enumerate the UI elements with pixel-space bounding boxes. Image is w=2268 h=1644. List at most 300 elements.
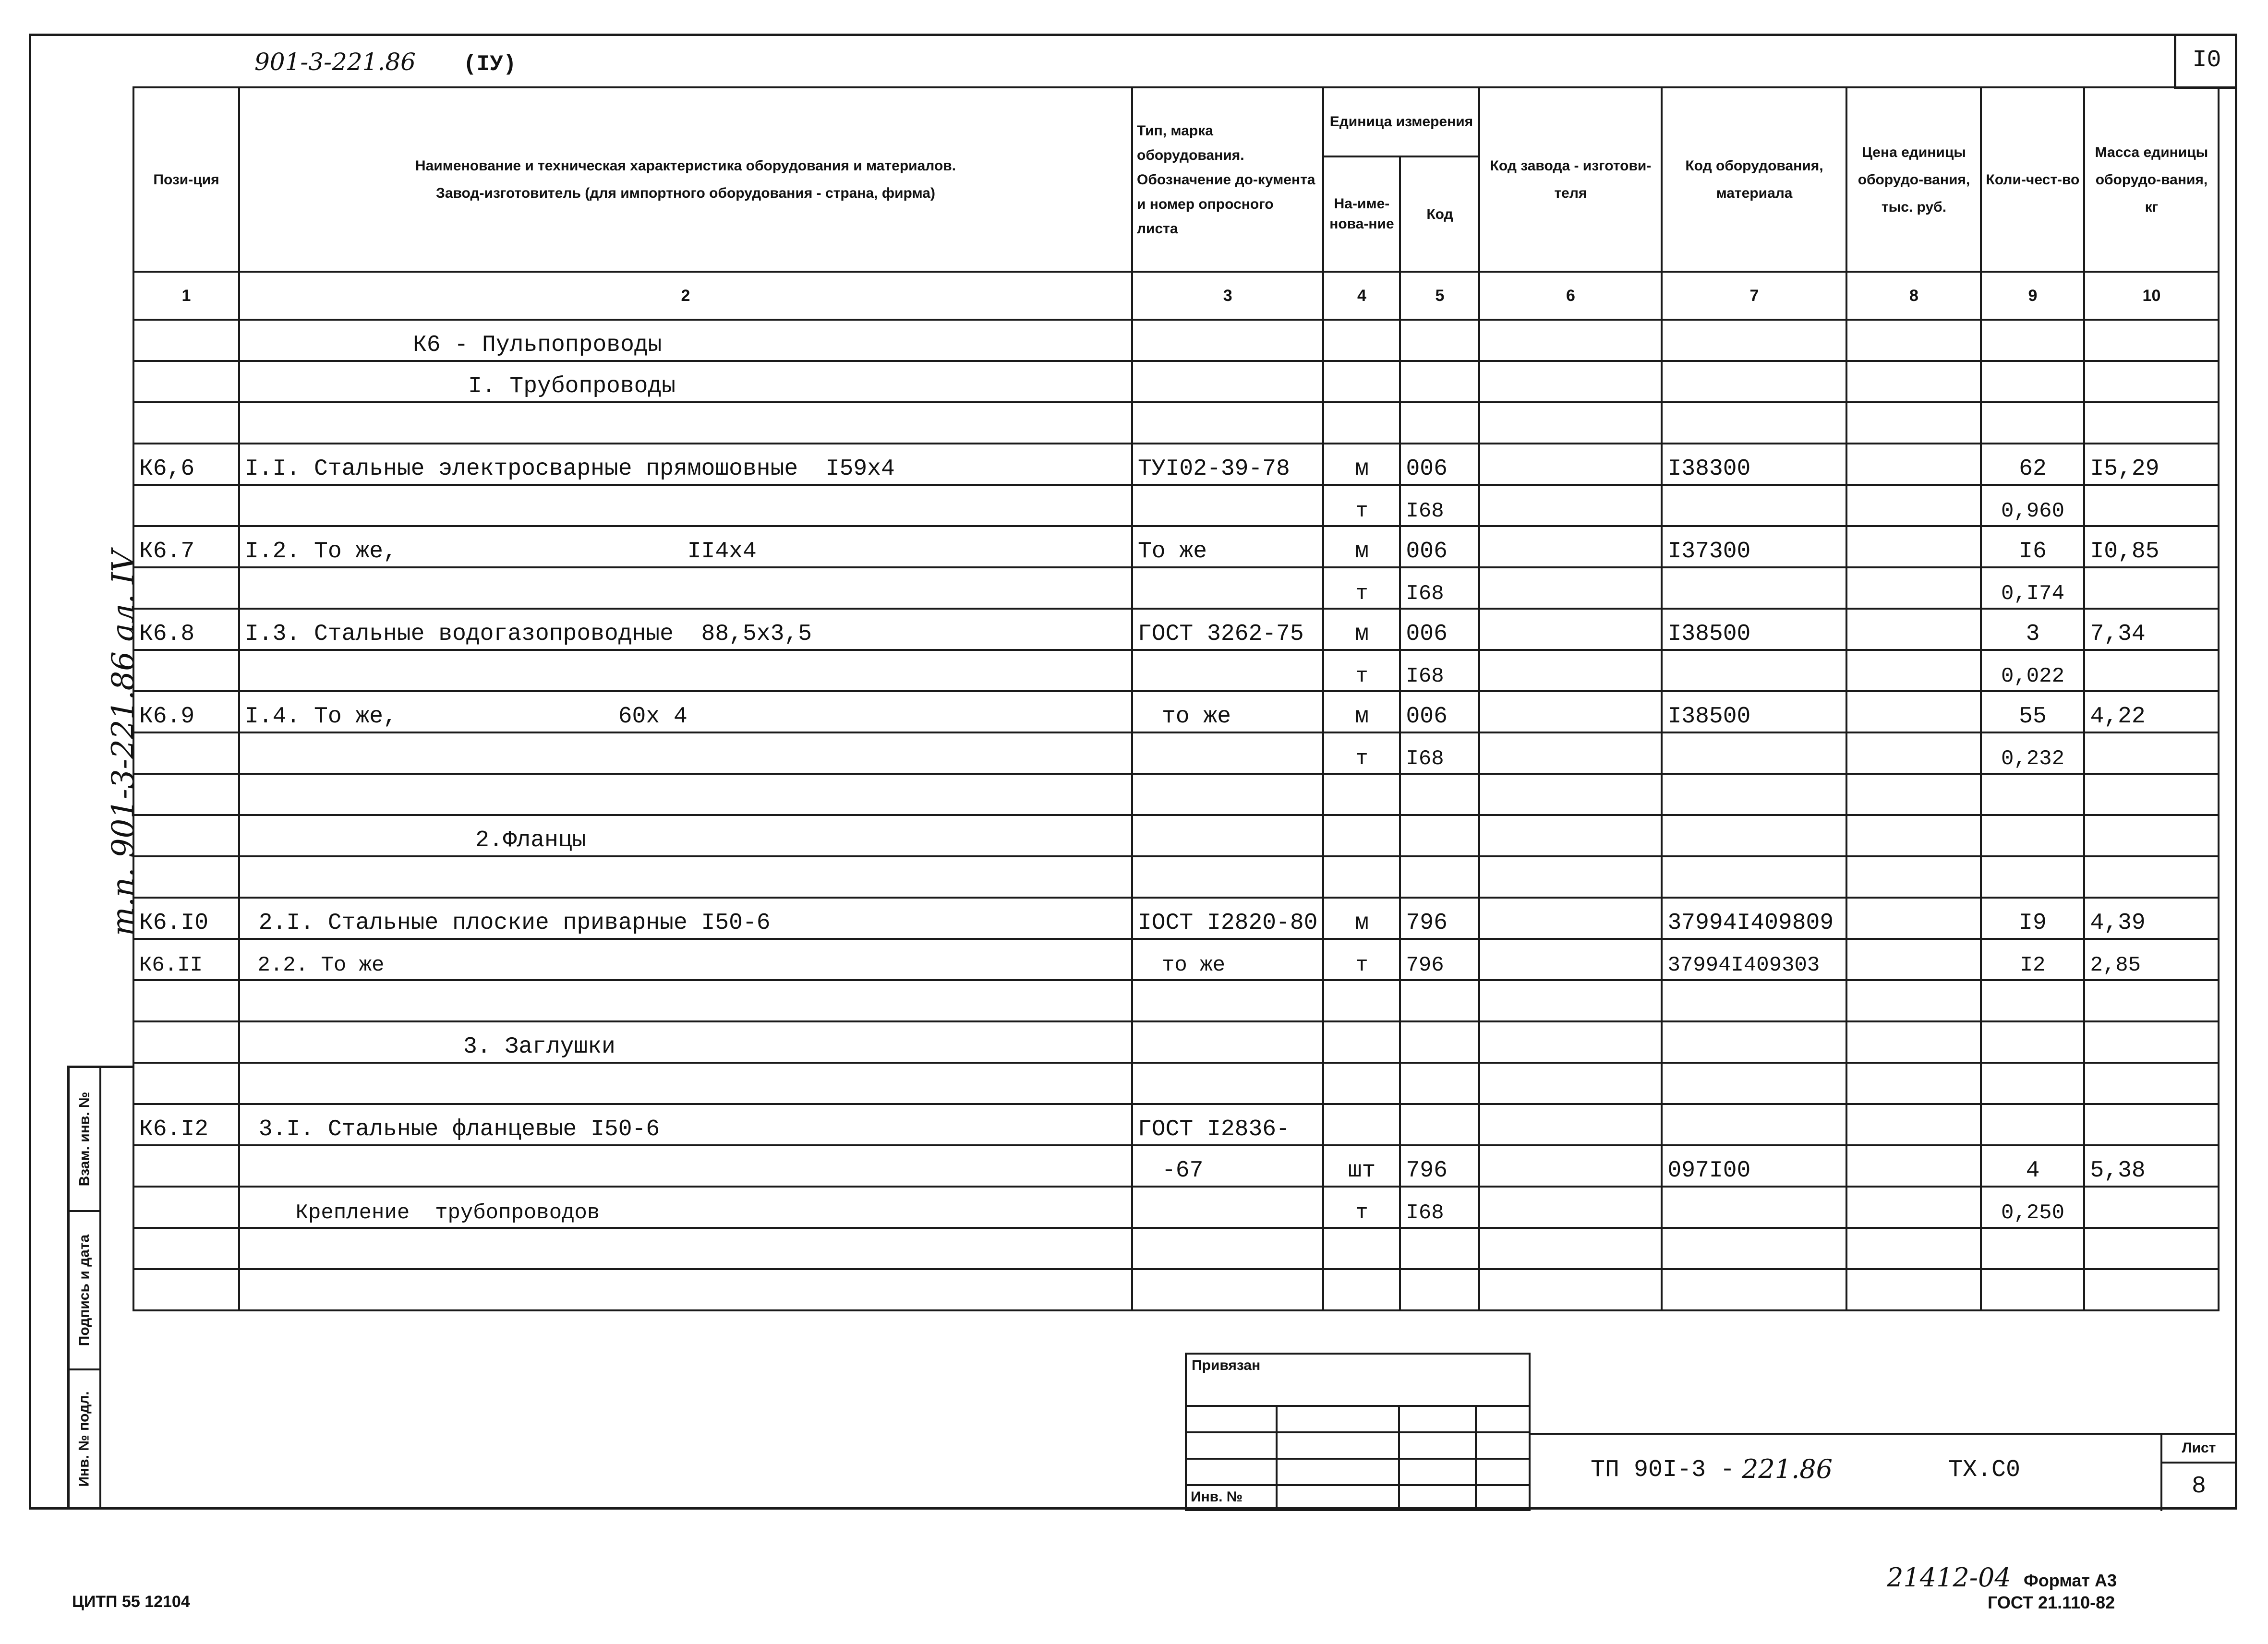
binding-divider (1276, 1405, 1278, 1511)
cell-quantity: I6 (1981, 526, 2084, 567)
cell-mass (2084, 1021, 2219, 1063)
cell-mass (2084, 774, 2219, 815)
cell-mass: 2,85 (2084, 939, 2219, 980)
cell-mass: 7,34 (2084, 609, 2219, 650)
cell-mass: 4,39 (2084, 898, 2219, 939)
cell-quantity: 0,I74 (1981, 567, 2084, 609)
cell-maker-code (1479, 1145, 1662, 1187)
cell-position (133, 1187, 239, 1228)
col-header-position: Пози-ция (133, 87, 239, 272)
cell-name: I.3. Стальные водогазопроводные 88,5х3,5 (239, 609, 1132, 650)
strip-inv-podl-label: Инв. № подл. (76, 1391, 92, 1487)
cell-unit (1323, 1104, 1400, 1145)
cell-maker-code (1479, 1063, 1662, 1104)
col-header-price: Цена единицы оборудо-вания, тыс. руб. (1846, 87, 1981, 272)
column-number-row (133, 272, 2219, 320)
cell-quantity (1981, 1021, 2084, 1063)
cell-mass (2084, 485, 2219, 526)
cell-maker-code (1479, 1104, 1662, 1145)
cell-price (1846, 815, 1981, 856)
cell-maker-code (1479, 939, 1662, 980)
col-header-unit-code: Код (1426, 206, 1453, 222)
cell-type (1132, 980, 1323, 1021)
cell-price (1846, 732, 1981, 774)
table-row (133, 856, 2219, 898)
cell-unit: т (1323, 485, 1400, 526)
cell-name (239, 1145, 1132, 1187)
doc-number: 221.86 (1742, 1454, 1833, 1484)
cell-material-code: 37994I409303 (1662, 939, 1846, 980)
cell-material-code (1662, 732, 1846, 774)
col-number: 6 (1479, 272, 1662, 320)
col-number: 1 (133, 272, 239, 320)
col-header-quantity: Коли-чест-во (1981, 87, 2084, 272)
col-number: 2 (239, 272, 1132, 320)
cell-price (1846, 856, 1981, 898)
cell-mass: 5,38 (2084, 1145, 2219, 1187)
cell-position: К6.II (133, 939, 239, 980)
cell-unit: м (1323, 609, 1400, 650)
cell-type: ГОСТ 3262-75 (1132, 609, 1323, 650)
cell-position: К6.I2 (133, 1104, 239, 1145)
cell-unit-code (1400, 1269, 1479, 1310)
cell-quantity (1981, 361, 2084, 402)
cell-price (1846, 1063, 1981, 1104)
cell-name: 2.2. То же (239, 939, 1132, 980)
cell-quantity: 3 (1981, 609, 2084, 650)
table-row (133, 774, 2219, 815)
cell-unit: м (1323, 526, 1400, 567)
table-row (133, 1104, 2219, 1145)
table-row (133, 1063, 2219, 1104)
cell-quantity: 62 (1981, 444, 2084, 485)
cell-maker-code (1479, 980, 1662, 1021)
strip-sign-date-label: Подпись и дата (76, 1234, 93, 1346)
cell-price (1846, 444, 1981, 485)
strip-inv-vzam-label: Взам. инв. № (76, 1092, 93, 1187)
cell-unit-code: 796 (1400, 898, 1479, 939)
cell-material-code (1662, 650, 1846, 691)
cell-type: то же (1132, 939, 1323, 980)
cell-unit-code (1400, 1021, 1479, 1063)
cell-material-code: I38500 (1662, 691, 1846, 732)
binding-line (1187, 1458, 1529, 1460)
cell-type (1132, 774, 1323, 815)
cell-unit-code (1400, 320, 1479, 361)
cell-mass (2084, 1228, 2219, 1269)
cell-price (1846, 1187, 1981, 1228)
cell-material-code (1662, 815, 1846, 856)
cell-quantity (1981, 815, 2084, 856)
cell-quantity: I2 (1981, 939, 2084, 980)
cell-quantity: I9 (1981, 898, 2084, 939)
cell-type (1132, 1228, 1323, 1269)
cell-unit-code (1400, 980, 1479, 1021)
cell-unit-code: 006 (1400, 609, 1479, 650)
table-row (133, 609, 2219, 650)
cell-unit-code: I68 (1400, 650, 1479, 691)
table-row (133, 1228, 2219, 1269)
table-row (133, 320, 2219, 361)
cell-name (239, 856, 1132, 898)
table-row (133, 1187, 2219, 1228)
cell-quantity: 4 (1981, 1145, 2084, 1187)
col-header-name-line2: Завод-изготовитель (для импортного оборудования - страна, фирма) (436, 185, 935, 201)
cell-unit-code: I68 (1400, 485, 1479, 526)
cell-type (1132, 856, 1323, 898)
cell-mass (2084, 1063, 2219, 1104)
cell-maker-code (1479, 1187, 1662, 1228)
cell-unit: т (1323, 732, 1400, 774)
cell-quantity (1981, 1269, 2084, 1310)
binding-divider (1475, 1405, 1477, 1511)
cell-maker-code (1479, 1228, 1662, 1269)
cell-price (1846, 650, 1981, 691)
cell-unit-code (1400, 815, 1479, 856)
cell-name (239, 402, 1132, 444)
col-header-name-line1: Наименование и техническая характеристика оборудования и материалов. (415, 158, 956, 174)
cell-maker-code (1479, 361, 1662, 402)
cell-name: 2.Фланцы (239, 815, 1132, 856)
cell-type (1132, 732, 1323, 774)
cell-maker-code (1479, 609, 1662, 650)
cell-type: то же (1132, 691, 1323, 732)
unit-group-label: Единица измерения (1324, 88, 1478, 157)
cell-unit: м (1323, 444, 1400, 485)
cell-name (239, 650, 1132, 691)
table-row (133, 939, 2219, 980)
doc-prefix: ТП 90I-3 - (1591, 1456, 1735, 1484)
cell-unit (1323, 1228, 1400, 1269)
cell-maker-code (1479, 691, 1662, 732)
cell-price (1846, 774, 1981, 815)
cell-quantity (1981, 1228, 2084, 1269)
cell-name (239, 1269, 1132, 1310)
cell-unit-code: 006 (1400, 691, 1479, 732)
cell-unit (1323, 980, 1400, 1021)
footer-gost: ГОСТ 21.110-82 (1988, 1593, 2115, 1612)
cell-unit (1323, 402, 1400, 444)
cell-unit-code (1400, 774, 1479, 815)
cell-unit (1323, 320, 1400, 361)
binding-inv-label: Инв. № (1191, 1489, 1243, 1505)
cell-type (1132, 1021, 1323, 1063)
cell-mass: I0,85 (2084, 526, 2219, 567)
cell-unit-code: I68 (1400, 732, 1479, 774)
cell-type (1132, 1063, 1323, 1104)
cell-position (133, 1228, 239, 1269)
side-note: т.п. 901-3-221.86 ал. IV (106, 550, 141, 936)
cell-name: 2.I. Стальные плоские приварные I50-6 (239, 898, 1132, 939)
cell-quantity (1981, 402, 2084, 444)
table-row (133, 1269, 2219, 1310)
cell-type (1132, 485, 1323, 526)
cell-type (1132, 567, 1323, 609)
cell-mass (2084, 856, 2219, 898)
cell-maker-code (1479, 402, 1662, 444)
cell-maker-code (1479, 815, 1662, 856)
title-block (1531, 1433, 2237, 1511)
cell-unit (1323, 774, 1400, 815)
cell-unit-code (1400, 361, 1479, 402)
cell-unit (1323, 361, 1400, 402)
cell-type: -67 (1132, 1145, 1323, 1187)
col-header-name (239, 87, 1132, 272)
cell-mass: 4,22 (2084, 691, 2219, 732)
table-row (133, 732, 2219, 774)
cell-mass (2084, 815, 2219, 856)
cell-name: I.I. Стальные электросварные прямошовные I59х4 (239, 444, 1132, 485)
table-row (133, 485, 2219, 526)
cell-mass (2084, 402, 2219, 444)
cell-price (1846, 485, 1981, 526)
cell-price (1846, 609, 1981, 650)
cell-position (133, 856, 239, 898)
col-number: 4 (1323, 272, 1400, 320)
cell-unit (1323, 1021, 1400, 1063)
project-code: 901-3-221.86 (254, 48, 416, 76)
cell-unit (1323, 1269, 1400, 1310)
col-header-unit-name: На-име-нова-ние (1324, 157, 1401, 271)
cell-quantity: 0,960 (1981, 485, 2084, 526)
table-row (133, 361, 2219, 402)
cell-price (1846, 567, 1981, 609)
cell-unit: т (1323, 567, 1400, 609)
cell-material-code (1662, 567, 1846, 609)
cell-name (239, 485, 1132, 526)
cell-unit-code (1400, 1063, 1479, 1104)
cell-position (133, 485, 239, 526)
cell-unit-code: I68 (1400, 567, 1479, 609)
doc-mark: ТХ.С0 (1948, 1456, 2021, 1484)
cell-type (1132, 815, 1323, 856)
cell-position: К6.7 (133, 526, 239, 567)
binding-divider (1398, 1405, 1400, 1511)
cell-material-code (1662, 774, 1846, 815)
cell-unit-code (1400, 1228, 1479, 1269)
cell-material-code (1662, 485, 1846, 526)
cell-position (133, 732, 239, 774)
footer-order-number: 21412-04 (1887, 1562, 2011, 1593)
cell-name (239, 567, 1132, 609)
cell-name: I. Трубопроводы (239, 361, 1132, 402)
cell-price (1846, 980, 1981, 1021)
cell-position (133, 402, 239, 444)
cell-quantity (1981, 1104, 2084, 1145)
cell-position (133, 1269, 239, 1310)
specification-table (133, 86, 2220, 1311)
cell-name: К6 - Пульпопроводы (239, 320, 1132, 361)
cell-position (133, 815, 239, 856)
cell-material-code (1662, 1021, 1846, 1063)
cell-type (1132, 361, 1323, 402)
cell-mass (2084, 1104, 2219, 1145)
cell-type: IОСТ I2820-80 (1132, 898, 1323, 939)
cell-quantity: 0,250 (1981, 1187, 2084, 1228)
cell-type: То же (1132, 526, 1323, 567)
cell-unit-code (1400, 1104, 1479, 1145)
cell-maker-code (1479, 732, 1662, 774)
cell-position (133, 320, 239, 361)
cell-unit-code: 006 (1400, 444, 1479, 485)
cell-maker-code (1479, 485, 1662, 526)
cell-position (133, 567, 239, 609)
col-header-material-code: Код оборудования, материала (1662, 87, 1846, 272)
cell-price (1846, 1228, 1981, 1269)
cell-type (1132, 320, 1323, 361)
cell-material-code: 097I00 (1662, 1145, 1846, 1187)
cell-mass (2084, 980, 2219, 1021)
cell-position (133, 650, 239, 691)
cell-mass (2084, 732, 2219, 774)
cell-material-code (1662, 361, 1846, 402)
cell-position (133, 1063, 239, 1104)
footer-format: Формат А3 (2024, 1571, 2117, 1590)
cell-material-code: I38500 (1662, 609, 1846, 650)
cell-maker-code (1479, 567, 1662, 609)
cell-quantity (1981, 856, 2084, 898)
col-header-type: Тип, марка оборудования. Обозначение до-кумента и номер опросного листа (1132, 87, 1323, 272)
table-row (133, 444, 2219, 485)
cell-price (1846, 320, 1981, 361)
cell-type: ТУI02-39-78 (1132, 444, 1323, 485)
table-row (133, 526, 2219, 567)
cell-name: 3. Заглушки (239, 1021, 1132, 1063)
cell-material-code (1662, 856, 1846, 898)
cell-quantity: 0,022 (1981, 650, 2084, 691)
cell-maker-code (1479, 1269, 1662, 1310)
cell-price (1846, 1145, 1981, 1187)
cell-position (133, 361, 239, 402)
col-header-maker-code: Код завода - изготови-теля (1479, 87, 1662, 272)
cell-mass (2084, 650, 2219, 691)
cell-position (133, 774, 239, 815)
binding-line (1187, 1431, 1529, 1433)
table-row (133, 691, 2219, 732)
cell-unit-code: I68 (1400, 1187, 1479, 1228)
sheet-label: Лист (2162, 1435, 2235, 1464)
cell-mass (2084, 320, 2219, 361)
cell-mass (2084, 361, 2219, 402)
cell-price (1846, 526, 1981, 567)
cell-unit (1323, 815, 1400, 856)
cell-unit: т (1323, 650, 1400, 691)
table-row (133, 815, 2219, 856)
cell-quantity (1981, 774, 2084, 815)
cell-maker-code (1479, 856, 1662, 898)
cell-price (1846, 361, 1981, 402)
cell-position: К6,6 (133, 444, 239, 485)
table-row (133, 650, 2219, 691)
cell-material-code (1662, 1104, 1846, 1145)
volume-label: (IУ) (463, 52, 517, 77)
cell-price (1846, 402, 1981, 444)
cell-material-code (1662, 980, 1846, 1021)
strip-sign-date (70, 1212, 101, 1370)
table-row (133, 980, 2219, 1021)
cell-material-code: 37994I409809 (1662, 898, 1846, 939)
table-row (133, 402, 2219, 444)
cell-maker-code (1479, 774, 1662, 815)
cell-name: I.2. То же, II4х4 (239, 526, 1132, 567)
cell-maker-code (1479, 650, 1662, 691)
cell-type (1132, 650, 1323, 691)
cell-price (1846, 939, 1981, 980)
cell-name (239, 1063, 1132, 1104)
cell-material-code: I38300 (1662, 444, 1846, 485)
table-row (133, 1145, 2219, 1187)
cell-maker-code (1479, 898, 1662, 939)
table-row (133, 1021, 2219, 1063)
approval-strip (67, 1066, 133, 1510)
cell-unit (1323, 1063, 1400, 1104)
cell-position (133, 1145, 239, 1187)
sheet-number: 8 (2191, 1473, 2206, 1500)
col-number: 9 (1981, 272, 2084, 320)
cell-price (1846, 1269, 1981, 1310)
cell-position: К6.I0 (133, 898, 239, 939)
cell-name: 3.I. Стальные фланцевые I50-6 (239, 1104, 1132, 1145)
col-number: 5 (1400, 272, 1479, 320)
cell-material-code: I37300 (1662, 526, 1846, 567)
binding-block (1185, 1353, 1531, 1511)
binding-label: Привязан (1192, 1357, 1261, 1373)
col-number: 3 (1132, 272, 1323, 320)
sheet-corner-number: I0 (2174, 34, 2237, 89)
cell-type (1132, 1187, 1323, 1228)
cell-price (1846, 691, 1981, 732)
header-row (133, 87, 2219, 272)
cell-position: К6.9 (133, 691, 239, 732)
cell-unit: т (1323, 1187, 1400, 1228)
cell-unit: м (1323, 898, 1400, 939)
cell-unit: шт (1323, 1145, 1400, 1187)
cell-quantity (1981, 320, 2084, 361)
cell-material-code (1662, 320, 1846, 361)
sheet-cell (2160, 1435, 2235, 1511)
cell-type: ГОСТ I2836- (1132, 1104, 1323, 1145)
cell-unit-code: 796 (1400, 939, 1479, 980)
col-number: 8 (1846, 272, 1981, 320)
cell-price (1846, 1104, 1981, 1145)
col-header-unit-group (1323, 87, 1479, 272)
cell-material-code (1662, 1063, 1846, 1104)
col-number: 7 (1662, 272, 1846, 320)
cell-type (1132, 402, 1323, 444)
cell-position (133, 1021, 239, 1063)
cell-position (133, 980, 239, 1021)
cell-mass: I5,29 (2084, 444, 2219, 485)
cell-unit: м (1323, 691, 1400, 732)
col-header-mass: Масса единицы оборудо-вания, кг (2084, 87, 2219, 272)
footer-left: ЦИТП 55 12104 (72, 1593, 190, 1611)
cell-unit-code: 006 (1400, 526, 1479, 567)
col-number: 10 (2084, 272, 2219, 320)
cell-maker-code (1479, 526, 1662, 567)
cell-mass (2084, 1269, 2219, 1310)
strip-inv-podl (70, 1370, 101, 1510)
cell-unit-code: 796 (1400, 1145, 1479, 1187)
cell-name (239, 1228, 1132, 1269)
cell-name: I.4. То же, 60х 4 (239, 691, 1132, 732)
cell-name (239, 732, 1132, 774)
cell-name (239, 980, 1132, 1021)
cell-name: Крепление трубопроводов (239, 1187, 1132, 1228)
cell-type (1132, 1269, 1323, 1310)
cell-mass (2084, 567, 2219, 609)
cell-maker-code (1479, 320, 1662, 361)
cell-unit-code (1400, 856, 1479, 898)
